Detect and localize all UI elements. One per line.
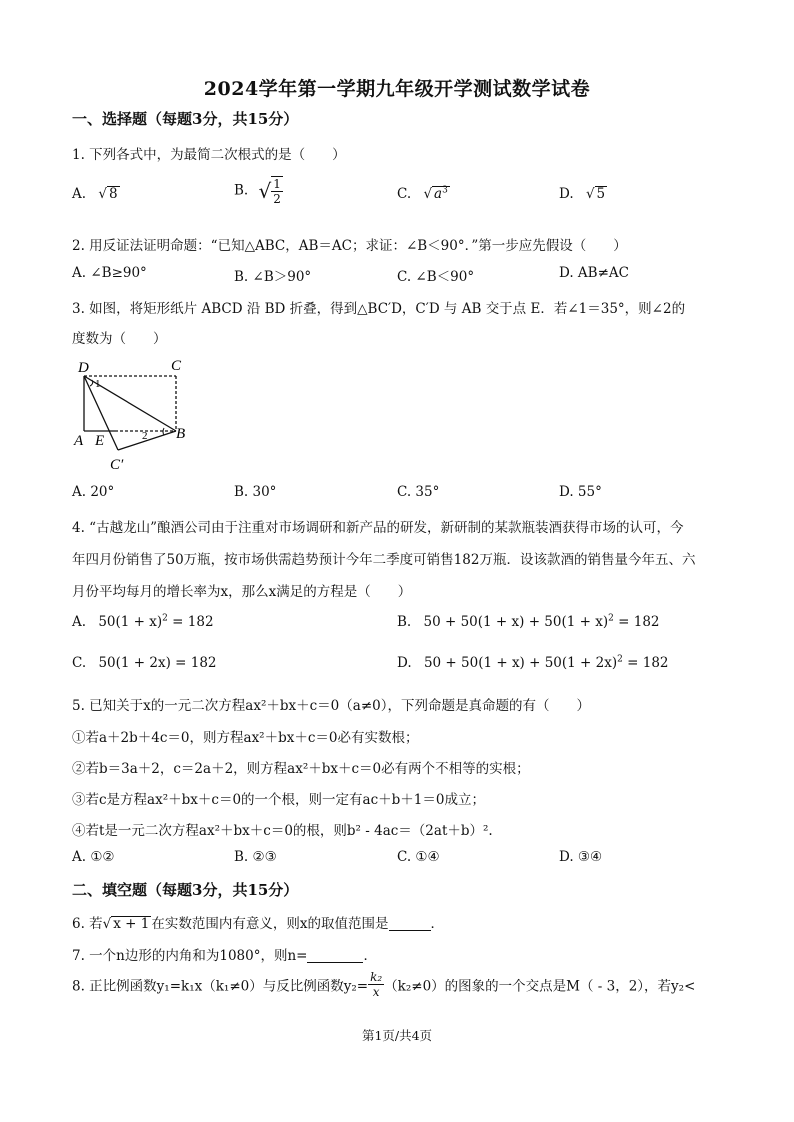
label-e: E: [95, 433, 105, 449]
q1-a-label: A.: [72, 186, 87, 202]
q1-b-label: B.: [234, 182, 249, 199]
q5-option-d: D. ③④: [559, 849, 603, 865]
label-b: B: [176, 426, 186, 442]
q1-b-numerator: 1: [273, 177, 281, 191]
q6: 6. 若√ x + 1 在实数范围内有意义，则x的取值范围是 ．: [72, 916, 445, 932]
q8-post: （k₂≠0）的图象的一个交点是M（ - 3，2），若y₂<: [384, 978, 696, 995]
q6-pre: 6. 若: [72, 916, 103, 932]
q2-option-c: C. ∠B＜90°: [397, 269, 475, 285]
q5-stem: 5. 已知关于x的一元二次方程ax²＋bx＋c＝0（a≠0），下列命题是真命题的有（ ）: [72, 698, 590, 714]
q4-a-label: A.: [72, 614, 87, 630]
label-c-prime: C′: [110, 457, 124, 473]
q3-figure: [70, 352, 200, 476]
q4-b-exp: 2: [608, 613, 614, 624]
q2-option-a: A. ∠B≥90°: [72, 265, 147, 281]
q1-option-b: B. √ $\frac{1}{2}$: [234, 177, 281, 206]
q4-option-b: [397, 614, 660, 630]
q4-line2: 年四月份销售了50万瓶，按市场供需趋势预计今年二季度可销售182万瓶．设该款酒的销售量今年五、六: [72, 552, 696, 568]
section-heading-fill: 二、填空题（每题3分，共15分）: [72, 881, 299, 899]
q3-option-c: C. 35°: [397, 484, 440, 500]
section-heading-choice: 一、选择题（每题3分，共15分）: [72, 110, 299, 128]
q3-option-a: A. 20°: [72, 484, 115, 500]
page-title: 2024学年第一学期九年级开学测试数学试卷: [203, 78, 591, 100]
q1-c-radicand: a: [434, 186, 443, 202]
q1-c-label: C.: [397, 186, 412, 202]
q4-c-expr: 50(1 + 2x) = 182: [98, 655, 217, 671]
q8-fraction: [368, 970, 384, 999]
q3-option-d: D. 55°: [559, 484, 602, 500]
q2-stem: 2. 用反证法证明命题：“已知△ABC，AB＝AC；求证：∠B＜90°．”第一步应先假设（ ）: [72, 238, 627, 254]
q3-option-b: B. 30°: [234, 484, 277, 500]
q5-statement-2: ②若b＝3a＋2，c＝2a＋2，则方程ax²＋bx＋c＝0必有两个不相等的实根；: [72, 761, 530, 777]
q5-statement-1: ①若a＋2b＋4c＝0，则方程ax²＋bx＋c＝0必有实数根；: [72, 730, 419, 746]
q4-d-label: D.: [397, 655, 412, 671]
q8-frac-numerator: k₂: [370, 970, 383, 984]
q1-c-exponent: 3: [442, 185, 448, 196]
q7-end: ．: [363, 948, 377, 964]
q3-stem-line1: 3. 如图，将矩形纸片 ABCD 沿 BD 折叠，得到△BC′D，C′D 与 AB 交于点 E．若∠1＝35°，则∠2的: [72, 301, 686, 317]
page-footer: 第1页/共4页: [361, 1028, 433, 1043]
q4-option-a: [72, 614, 214, 630]
q5-option-c: C. ①④: [397, 849, 440, 865]
q8: [72, 970, 695, 1006]
q8-frac-denominator: x: [372, 985, 380, 999]
q1-b-denominator: 2: [273, 192, 281, 206]
q4-c-label: C.: [72, 655, 87, 671]
q1-a-radicand: 8: [108, 186, 118, 202]
label-c: C: [171, 358, 182, 374]
label-d: D: [78, 360, 89, 376]
q2-option-d: D. AB≠AC: [559, 265, 629, 281]
q2-option-b: B. ∠B＞90°: [234, 269, 312, 285]
q4-d-expr: 50 + 50(1 + x) + 50(1 + 2x): [423, 655, 618, 671]
label-a: A: [74, 433, 84, 449]
q1-option-d: D. √ 5: [559, 186, 606, 202]
q4-b-expr: 50 + 50(1 + x) + 50(1 + x): [423, 614, 609, 630]
q8-pre: 8. 正比例函数y₁=k₁x（k₁≠0）与反比例函数y₂=: [72, 978, 369, 995]
q4-line1: 4. “古越龙山”酿酒公司由于注重对市场调研和新产品的研发，新研制的某款瓶装酒获得市场的认可，今: [72, 520, 684, 536]
q6-radicand: x + 1: [113, 916, 150, 932]
q3-stem-line2: 度数为（ ）: [72, 331, 167, 347]
q1-option-c: C. √ $a^3$: [397, 185, 448, 202]
q4-b-rhs: = 182: [613, 614, 660, 630]
q1-d-radicand: 5: [596, 186, 606, 202]
q4-a-expr: 50(1 + x): [98, 614, 163, 630]
q6-post: 在实数范围内有意义，则x的取值范围是: [151, 916, 389, 932]
q4-a-rhs: = 182: [167, 614, 214, 630]
q7-pre: 7. 一个n边形的内角和为1080°，则n=: [72, 948, 308, 964]
label-angle-1: 1: [95, 378, 101, 390]
q5-option-b: B. ②③: [234, 849, 277, 865]
q5-statement-4: ④若t是一元二次方程ax²＋bx＋c＝0的根，则b² - 4ac＝（2at＋b）².: [72, 823, 493, 839]
angle-2-arc: [163, 428, 164, 435]
q4-line3: 月份平均每月的增长率为x，那么x满足的方程是（ ）: [72, 584, 412, 600]
q1-option-a: A. √ 8: [72, 186, 118, 202]
q4-d-rhs: = 182: [622, 655, 669, 671]
q1-d-label: D.: [559, 186, 574, 202]
q4-b-label: B.: [397, 614, 412, 630]
q4-option-d: [397, 655, 669, 671]
q4-option-c: [72, 655, 217, 671]
q5-option-a: A. ①②: [72, 849, 115, 865]
label-angle-2: 2: [142, 430, 148, 442]
q6-answer-blank[interactable]: [389, 916, 431, 931]
q5-statement-3: ③若c是方程ax²＋bx＋c＝0的一个根，则一定有ac＋b＋1＝0成立；: [72, 792, 485, 808]
q1-stem: 1. 下列各式中，为最简二次根式的是（ ）: [72, 147, 346, 163]
q6-end: ．: [430, 916, 445, 932]
q4-a-exp: 2: [162, 613, 168, 624]
q7-answer-blank[interactable]: [307, 948, 363, 963]
q4-d-exp: 2: [617, 654, 623, 665]
q7: [72, 944, 377, 964]
